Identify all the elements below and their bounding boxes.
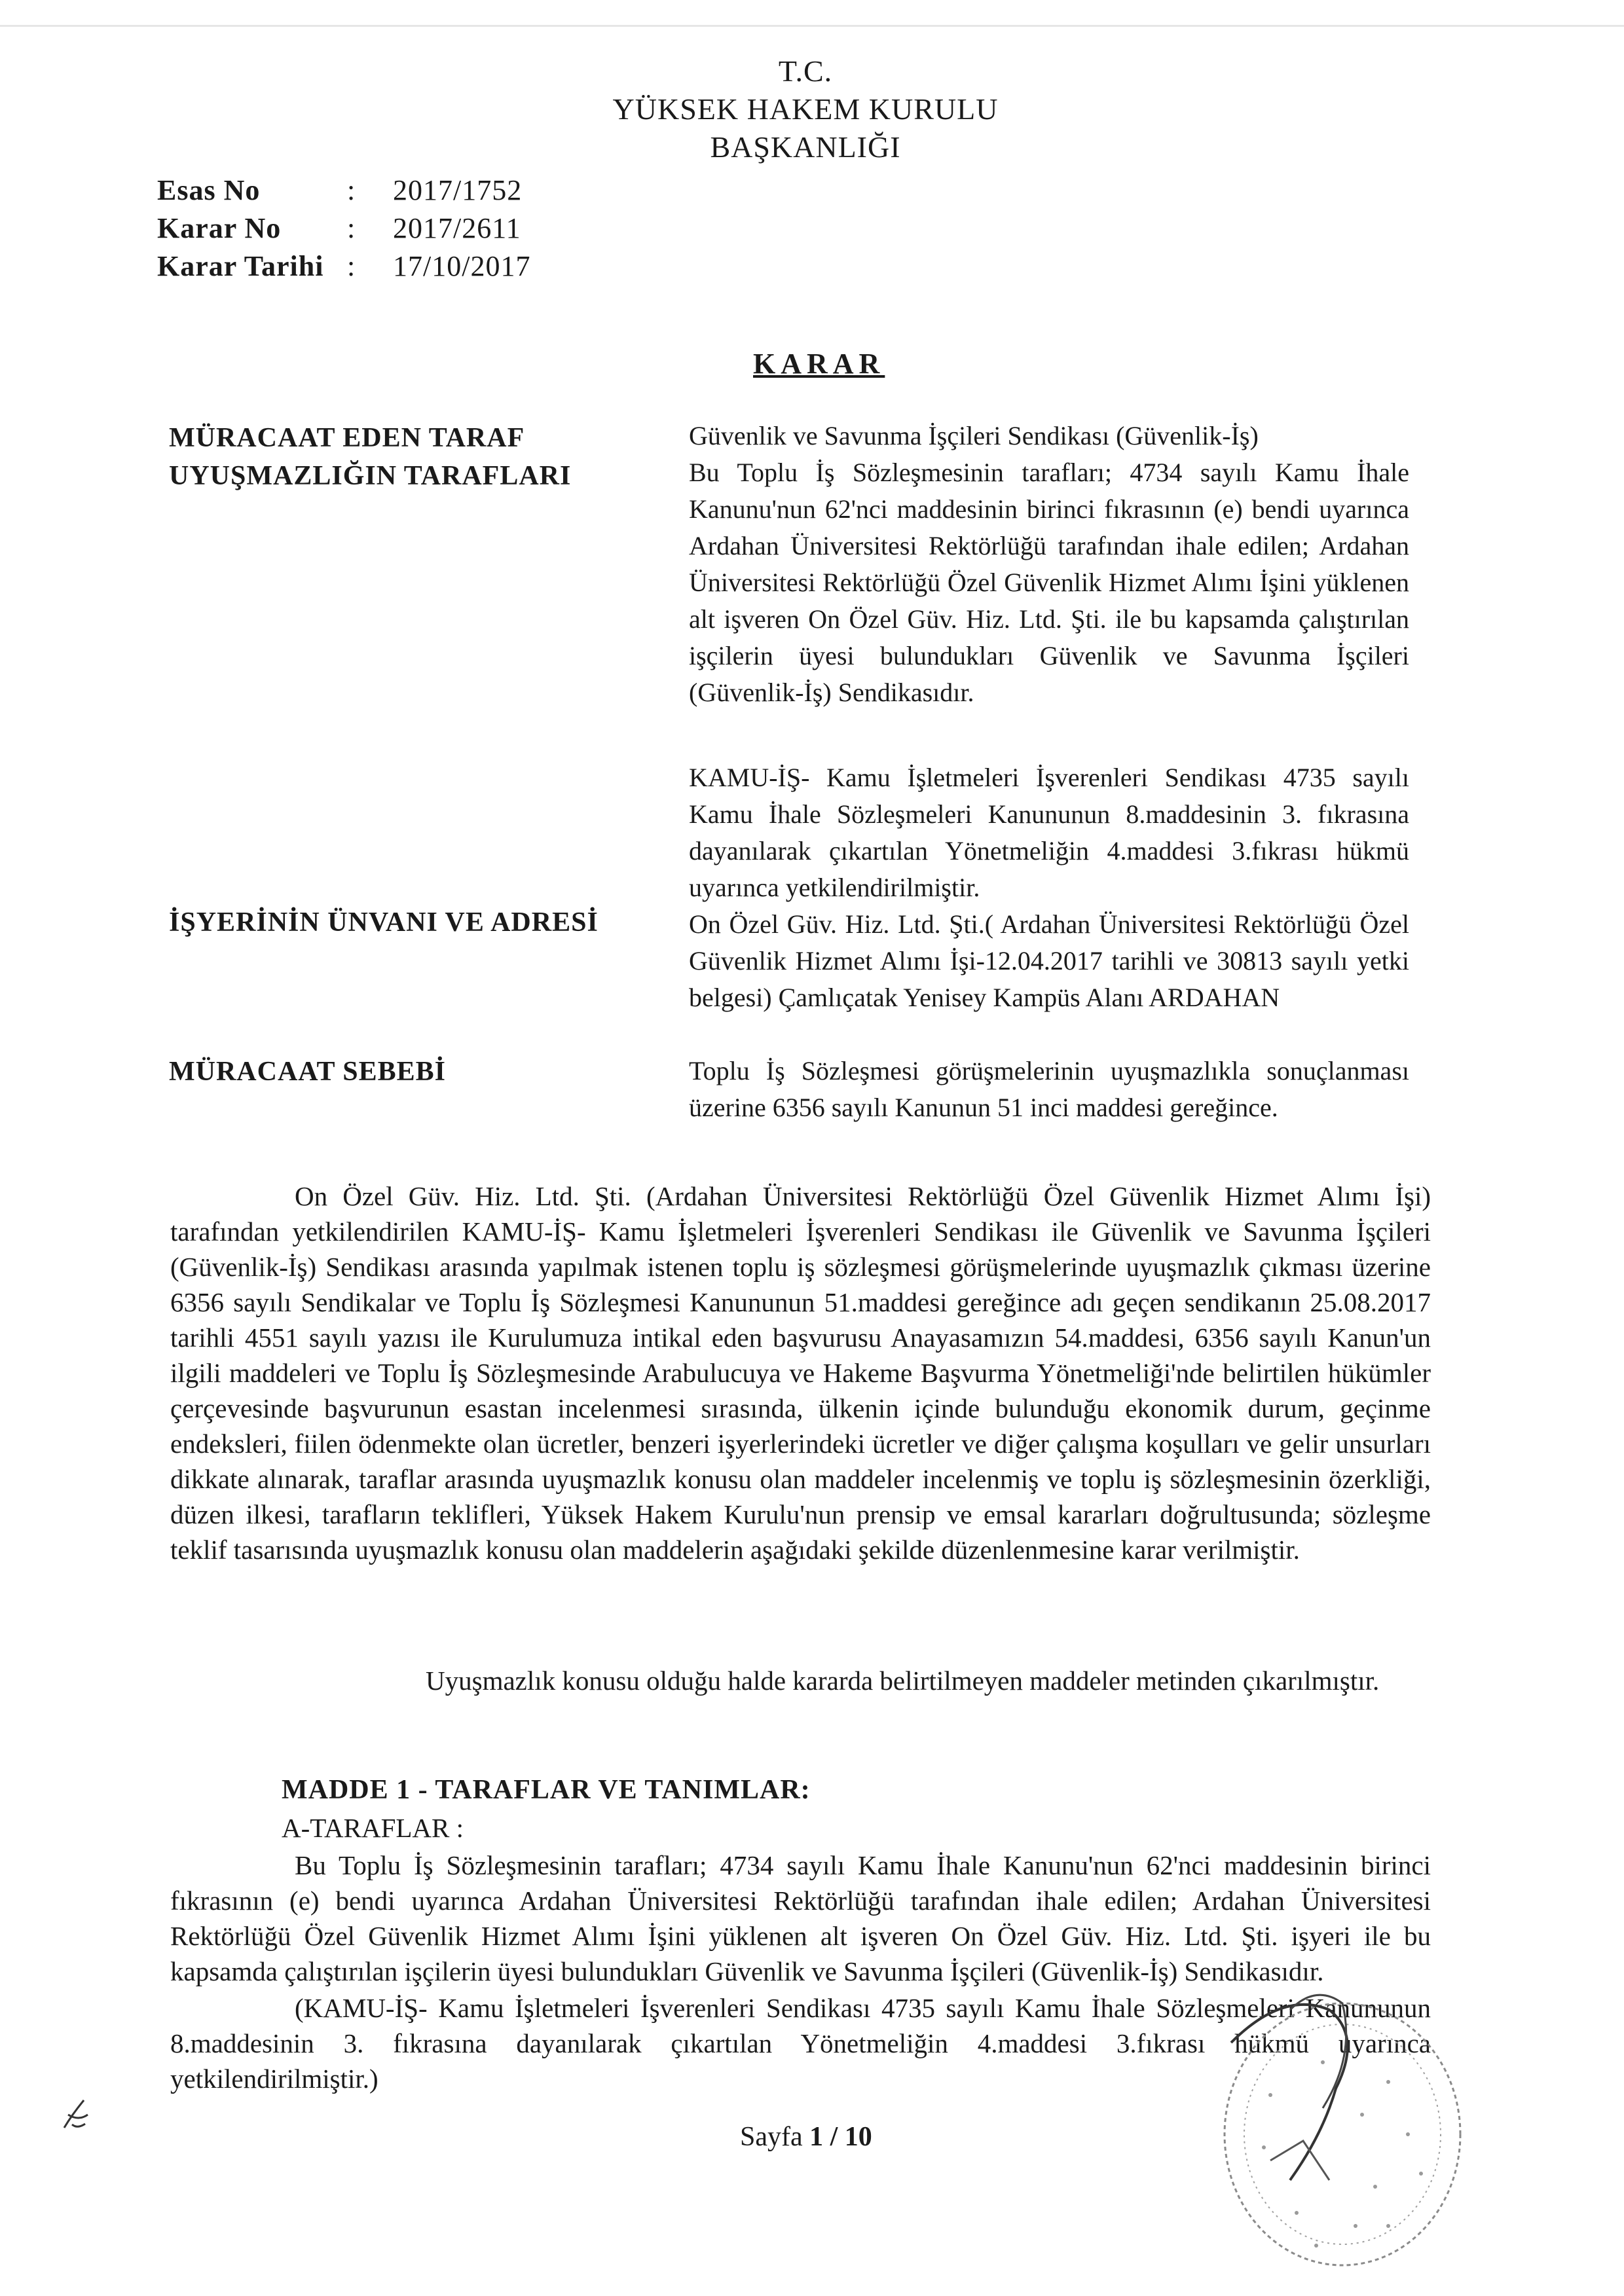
article-1-title: MADDE 1 - TARAFLAR VE TANIMLAR:: [282, 1775, 811, 1805]
handwritten-initial-icon: [59, 2095, 92, 2134]
article-1-paragraph-1: Bu Toplu İş Sözleşmesinin tarafları; 4734 sayılı Kamu İhale Kanunu'nun 62'nci maddesinin birinci fıkrasının (e) bendi uyarınca Ardahan Üniversitesi Rektörlüğü tarafından ihale edilen; Ardahan Üniversitesi Rektörlüğü Özel Güvenlik Hizmet Alımı İşini yüklenen alt işveren On Özel Güv. Hiz. Ltd. Şti. işyeri ile bu kapsamda çalıştırılan işçilerin üyesi bulundukları Güvenlik ve Savunma İşçileri (Güvenlik-İş) Sendikasıdır.: [170, 1850, 1431, 1986]
meta-row-tarih: [157, 247, 530, 285]
workplace-value: On Özel Güv. Hiz. Ltd. Şti.( Ardahan Üniversitesi Rektörlüğü Özel Güvenlik Hizmet Alımı İşi-12.04.2017 tarihli ve 30813 sayılı yetki belgesi) Çamlıçatak Yenisey Kampüs Alanı ARDAHAN: [689, 909, 1409, 1012]
case-metadata: [157, 172, 530, 285]
header-tc: T.C.: [778, 54, 833, 88]
meta-separator: :: [347, 212, 356, 244]
employer-union-value: KAMU-İŞ- Kamu İşletmeleri İşverenleri Sendikası 4735 sayılı Kamu İhale Sözleşmeleri Kanununun 8.maddesinin 3. fıkrasına dayanılarak çıkartılan Yönetmeliğin 4.maddesi 3.fıkrası hükmü uyarınca yetkilendirilmiştir.: [689, 763, 1409, 902]
meta-separator: :: [347, 174, 356, 206]
decision-title: KARAR: [753, 348, 885, 380]
meta-separator: :: [347, 250, 356, 282]
page-number: 1 / 10: [809, 2122, 872, 2152]
meta-label: Karar Tarihi: [157, 250, 324, 282]
article-1-paragraph-2: (KAMU-İŞ- Kamu İşletmeleri İşverenleri Sendikası 4735 sayılı Kamu İhale Sözleşmeleri Kanununun 8.maddesinin 3. fıkrasına dayanılarak çıkartılan Yönetmeliğin 4.maddesi 3.fıkrası hükmü uyarınca yetkilendirilmiştir.): [170, 1993, 1431, 2094]
reason-label: MÜRACAAT SEBEBİ: [169, 1057, 447, 1087]
applicant-value: Güvenlik ve Savunma İşçileri Sendikası (Güvenlik-İş): [689, 421, 1259, 450]
article-1-subheading: A-TARAFLAR :: [282, 1813, 464, 1843]
meta-row-esas: [157, 172, 530, 210]
parties-label: UYUŞMAZLIĞIN TARAFLARI: [169, 461, 572, 491]
main-paragraph: On Özel Güv. Hiz. Ltd. Şti. (Ardahan Üniversitesi Rektörlüğü Özel Güvenlik Hizmet Alımı İşi) tarafından yetkilendirilen KAMU-İŞ- Kamu İşletmeleri İşverenleri Sendikası ile Güvenlik ve Savunma İşçileri (Güvenlik-İş) Sendikası arasında yapılmak istenen toplu iş sözleşmesi görüşmelerinde uyuşmazlık çıkması üzerine 6356 sayılı Sendikalar ve Toplu İş Sözleşmesi Kanununun 51.maddesi gereğince adı geçen sendikanın 25.08.2017 tarihli 4551 sayılı yazısı ile Kurulumuza intikal eden başvurusu Anayasamızın 54.maddesi, 6356 sayılı Kanun'un ilgili maddeleri ve Toplu İş Sözleşmesinde Arabulucuya ve Hakeme Başvurma Yönetmeliği'nde belirtilen hükümler çerçevesinde başvurunun esastan incelenmesi sırasında, ülkenin içinde bulunduğu ekonomik durum, geçinme endeksleri, fiilen ödenmekte olan ücretler, benzeri işyerlerindeki ücretler ve diğer çalışma koşulları ve gelir unsurları dikkate alınarak, taraflar arasında uyuşmazlık konusu olan maddeler incelenmiş ve toplu iş sözleşmesinin özerkliği, düzen ilkesi, tarafların teklifleri, Yüksek Hakem Kurulu'nun prensip ve emsal kararları doğrultusunda; sözleşme teklif tasarısında uyuşmazlık konusu olan maddelerin aşağıdaki şekilde düzenlenmesine karar verilmiştir.: [170, 1181, 1431, 1565]
applicant-label: MÜRACAAT EDEN TARAF: [169, 423, 525, 453]
workplace-label: İŞYERİNİN ÜNVANI VE ADRESİ: [169, 907, 599, 938]
meta-label: Esas No: [157, 174, 261, 206]
parties-value: Bu Toplu İş Sözleşmesinin tarafları; 4734 sayılı Kamu İhale Kanunu'nun 62'nci maddesinin birinci fıkrasının (e) bendi uyarınca Ardahan Üniversitesi Rektörlüğü tarafından ihale edilen; Ardahan Üniversitesi Rektörlüğü Özel Güvenlik Hizmet Alımı İşini yüklenen alt işveren On Özel Güv. Hiz. Ltd. Şti. ile bu kapsamda çalıştırılan işçilerin üyesi bulundukları Güvenlik ve Savunma İşçileri (Güvenlik-İş) Sendikasıdır.: [689, 458, 1409, 707]
institution-header: [537, 52, 1074, 166]
reason-value: Toplu İş Sözleşmesi görüşmelerinin uyuşmazlıkla sonuçlanması üzerine 6356 sayılı Kanunun 51 inci maddesi gereğince.: [689, 1056, 1409, 1122]
official-stamp-icon: [1192, 1964, 1467, 2272]
meta-label: Karar No: [157, 212, 282, 244]
meta-value: 17/10/2017: [393, 250, 531, 282]
header-presidency: BAŞKANLIĞI: [710, 130, 901, 164]
meta-value: 2017/2611: [393, 212, 521, 244]
header-board-name: YÜKSEK HAKEM KURULU: [612, 92, 999, 126]
scan-edge-line: [0, 25, 1624, 27]
meta-value: 2017/1752: [393, 174, 523, 206]
meta-row-karar: [157, 210, 530, 247]
removed-articles-paragraph: Uyuşmazlık konusu olduğu halde kararda belirtilmeyen maddeler metinden çıkarılmıştır.: [426, 1666, 1380, 1696]
page-prefix: Sayfa: [740, 2122, 803, 2152]
applicant-label-block: [169, 419, 571, 495]
page-footer: [740, 2121, 872, 2153]
